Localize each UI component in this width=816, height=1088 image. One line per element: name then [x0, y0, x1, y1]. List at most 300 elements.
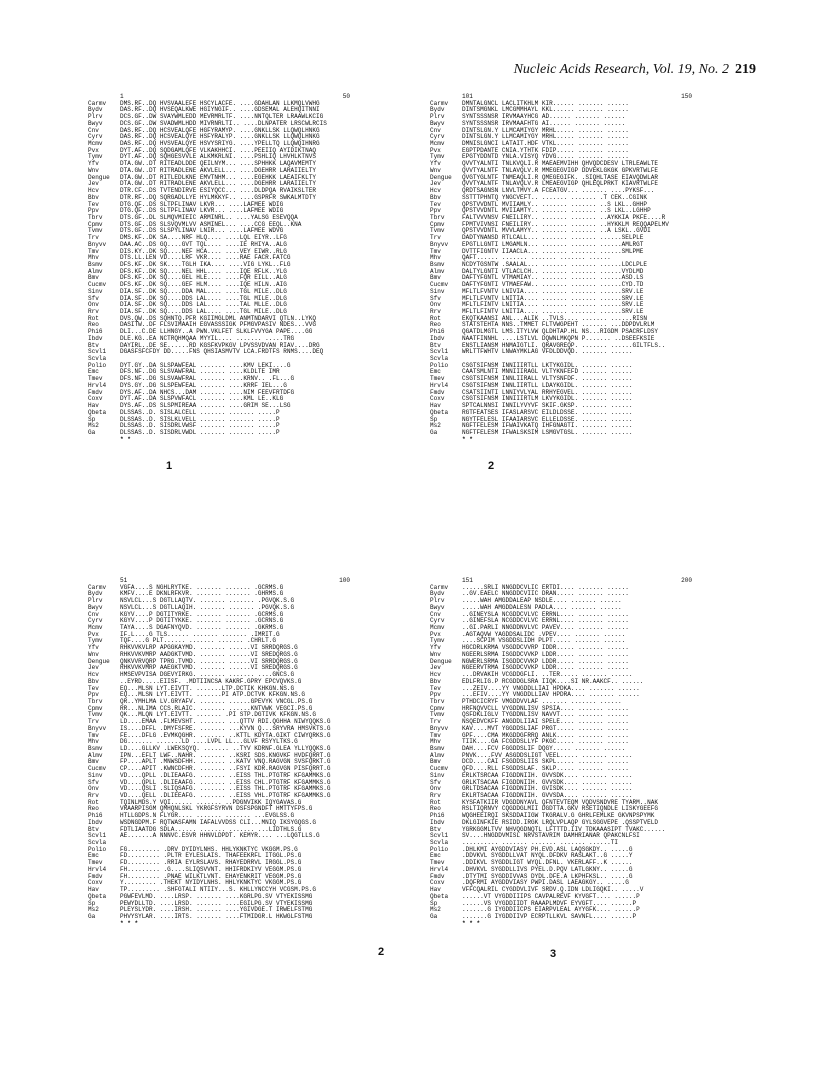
sequence: DIA.SF..DK SQ....DDS LAL.... ....TGL MILE..DLG — [120, 294, 287, 302]
sequence: NGWERLSRMA ISGDDCVVKP LDDR..... ....... ...... — [462, 657, 629, 665]
virus-name: Btv — [88, 341, 99, 349]
sequence: DAH....FCV FGGDDSLIF DQGY..... ....... ...... — [462, 744, 626, 752]
sequence: VD....QPLL .DLIEAAFG. ....... ..EISS CHL.PTGTRF KFGAMMKS.G — [120, 778, 331, 786]
sequence: .DHLKMI AYGDDVIASY PH.EVD.ASL LAQSGKDY.. .....G — [462, 845, 633, 853]
sequence: .DDIKVL SYGDDLIGT WYQL.DFNL. VKERLAFF..K ...... — [462, 859, 633, 867]
sequence: SYNTSSSNSR IRVMAAYHCG AD...... ....... ...... — [462, 113, 626, 121]
sequence: HGCDRLKRMA VSGDDCVVRP IDDR..... ....... ...... — [462, 644, 629, 652]
sequence: EPGTYDDNTD YNLA.VISYQ YDVG..... ....... ...... — [462, 153, 629, 161]
virus-name: Jev — [88, 664, 99, 672]
virus-name: Wnv — [88, 166, 99, 174]
journal-citation: Nucleic Acids Research, Vol. 19, No. 2 — [513, 62, 729, 77]
sequence: DCD....CAI FSGDDSLIIS SKPL..... ....... ...... — [462, 758, 629, 766]
sequence: ...ZEIV....YY VNGDDLLIAI HPDKA.... ....... ...... — [462, 684, 640, 692]
virus-name: Coxv — [430, 879, 445, 887]
ruler-start: 101 — [462, 93, 473, 100]
sequence: .......G IYGDDIICPS EIARPVLEAL AYYGFK.... ......P — [462, 906, 640, 914]
sequence: VD....QELL .DLIEEAFG. ....... ..EISS VHL.PTGTRF KFGAMMKS.G — [120, 792, 331, 799]
virus-name: Dengue — [430, 173, 452, 181]
sequence: QRDTSAGNSN LNVLTMVY.A FCEATGV... ....... ....PYKSF... — [462, 187, 655, 195]
sequence: SSTTTPHNTQ YNGCVEFT.. ....... ....... .T CEK..CGINK — [462, 193, 648, 201]
virus-name: Tvmv — [88, 711, 103, 719]
sequence: GRLKTSACAA FIGDDNIIH. GVVSDK.... ....... ...... — [462, 778, 633, 786]
virus-name: Plrv — [430, 113, 445, 121]
sequence: FD......... .RRIA EYLRSLAVS. RHAYEDRRVL IRGGL.PS.G — [120, 859, 302, 867]
virus-name: Reo — [88, 805, 99, 813]
virus-name: Sinv — [430, 771, 445, 779]
ruler-end: 200 — [681, 577, 692, 584]
virus-name: Rot — [88, 798, 99, 806]
virus-name: Dengue — [430, 657, 452, 665]
sequence: DAS.RF..DQ HVSVEALQYE HSVYSRIYG. ....YPELLTQ LLQWQIHNRG — [120, 140, 320, 148]
virus-name: Yfv — [88, 644, 99, 652]
ruler-start: 151 — [462, 577, 473, 584]
sequence: DIA.SF..DK SQ....DDS LAL.... ....TAL MLLE..DLG — [120, 301, 287, 309]
sequence: ENSTLIANSM HNMAIGTLI. QRAVGREQP. ....... ......GILTFLS.. — [462, 341, 666, 349]
sequence: NCDYTGSNTW .SAALAL... ....... ....... ......LDCLPLE — [462, 260, 648, 268]
virus-name: Bbv — [430, 193, 441, 201]
sequence: RGTFEATSES IFASLARSVC EILDLDSSE. ....... ...... — [462, 408, 633, 416]
virus-name: Wnv — [88, 650, 99, 658]
sequence: DTR.CF..DS TVTENDIRVE ESIYQCC... ....DLDPQA RVAIKSLTER — [120, 187, 316, 195]
sequence: NGYTFELESL IFAAIARSVC ELLELDSSE. ....... ...... — [462, 415, 633, 423]
sequence: DALTYLGNTI VTLACLCH.. ....... ....... ......VYDLMD — [462, 267, 644, 275]
virus-name: Hav — [430, 886, 441, 894]
virus-name: Bbv — [430, 677, 441, 685]
sequence: NSVLCL...S DGTLLAQTV. ....... ....... .PGVQK.S.G — [120, 597, 295, 605]
virus-name: Reo — [430, 805, 441, 813]
ruler-end: 100 — [339, 577, 350, 584]
virus-name: Mhv — [88, 254, 99, 262]
sequence: YGRKGGMLTVV NHVQGDNQTL LFTTTD.IIV TDKAAASIPT TVAKC...... — [462, 825, 666, 833]
sequence: DLSSAS..D. SISDRLVWSF ....... ....... .....P — [120, 422, 280, 430]
virus-name: Cyrv — [88, 133, 103, 141]
virus-name: Tmev — [430, 859, 445, 867]
virus-name: Rot — [430, 798, 441, 806]
sequence: DCS.GF..DW SVAYWMLEDD MEVRMRLTF. ....NNTQLTER LRAAWLKCIG — [120, 113, 324, 121]
sequence: DVS.QW..DS SQHNTQ.PFR KGIIMGLDML ANMTNDARVI QTLN..LYKQ — [120, 314, 316, 322]
virus-name: Bwyv — [88, 603, 103, 611]
sequence: LD....EMAA .FLMEVSHT. ....... ...QTTV RDI.QGHHA NIWYQQKS.G — [120, 718, 331, 726]
virus-name: Rrv — [88, 792, 99, 799]
sequence: ....SCPIM VSGDDSLIDH PLPT..... ....... ...... — [462, 637, 626, 645]
sequence: TP......... .SHFGTALI NTIIY...S. KHLLYNCCYH VCGSM.PS.G — [120, 886, 316, 894]
virus-name: Emc — [430, 852, 441, 860]
sequence: MFLTLFVNTV LNIVIA.... ....... ....... ......SRV.LE — [462, 287, 644, 295]
virus-name: Jev — [430, 180, 441, 188]
virus-name: Tev — [430, 200, 441, 208]
sequence: NSVLCL...S DGTLLAQIH. ....... ....... .PGVQK.S.G — [120, 603, 295, 611]
sequence: DFS.KF..DK SQ....GEF HLM.... ....IQE HILN..AIG — [120, 281, 287, 289]
sequence: DTA.GW..DT RITRADLENE AKVLELL... ....DGEHRR LARAIIELTY — [120, 180, 316, 188]
virus-name: Ibdv — [430, 334, 445, 342]
virus-name: Bydv — [88, 590, 103, 598]
sequence: DTS.GF..DL SLMQVMIEIC ARMINRL.. ....YALSG ESEVQQA — [120, 213, 298, 221]
virus-name: Cpmv — [88, 220, 103, 228]
virus-name: Bnyvv — [430, 724, 449, 732]
sequence: ...EFIV....YY VNGDDLLIAV HPDRA.... ....... ...... — [462, 691, 640, 699]
ruler-start: 1 — [120, 93, 124, 100]
sequence: WRLTTFWHTV LNWAYMKLAG VFDLDDVQD. ....... ...... — [462, 348, 633, 356]
virus-name: Btv — [430, 825, 441, 833]
sequence: ERLKTSRCAA FIGDDNIIH. GVVSDK.... ....... ...... — [462, 771, 633, 779]
virus-name: Cucmv — [430, 281, 449, 289]
virus-name: Fmdv — [88, 388, 103, 396]
sequence: DTS.LL.LEN VD....LRF VKR.... ....RAE FACR.FATCG — [120, 254, 291, 262]
sequence: QVGTYGLNTF TNMEAQLI.R QMEGEGIFK. .SIQHLTASE EIAVQDWLAR — [462, 173, 658, 181]
virus-name: Hrvl4 — [88, 381, 107, 389]
virus-name: Ga — [88, 912, 96, 920]
virus-name: Dengue — [88, 657, 110, 665]
sequence: .DTYTMI SYGDDIVVAS DYDL.DFE.A LKPHFKSL.. .....G — [462, 872, 633, 880]
virus-name: Cnv — [430, 610, 441, 618]
sequence: DTG.QF..DS SLTPFLINAV LKVR... ....LAFMEE WDIG — [120, 200, 284, 208]
virus-name: Ms2 — [88, 422, 99, 430]
sequence: ...DRVAKIH VCGDDGFLI. ..TER..... ....... ...... — [462, 671, 633, 679]
virus-name: Fmdv — [430, 388, 445, 396]
virus-name: Ga — [430, 428, 438, 436]
page-number: 219 — [735, 62, 756, 77]
sequence: DMNTALGNCL LACLITKHLM KIR...... ....... ...... — [462, 99, 629, 107]
virus-name: Reo — [430, 321, 441, 329]
virus-name: Qbeta — [88, 892, 107, 900]
sequence: DAYIRL..DE SE......RD KGSFKVPKGV LPVSSVDVAN RIAV....DRG — [120, 341, 320, 349]
sequence: DYT.AF..DQ SQDGAMLQFE VLKAKHHCI. ....PEEIIQ AYIDIKTNAQ — [120, 146, 316, 154]
virus-name: Ibdv — [88, 334, 103, 342]
virus-name: Btv — [430, 341, 441, 349]
sequence: EKQTKAANSI ANL...ALIK ..TVLS.... ....... ......RISN — [462, 314, 648, 322]
virus-name: Phi6 — [88, 812, 103, 820]
alignment-row — [88, 349, 350, 356]
sequence: SYNTSSSNSR IRVMAAFHTG AI...... ....... ...... — [462, 119, 626, 127]
sequence: VD....QSLI .SLIQSAFG. ....... ..EISS THL.PTGTRF KFGAMMKS.G — [120, 785, 331, 793]
virus-name: Phi6 — [430, 328, 445, 336]
virus-name: Tymv — [430, 637, 445, 645]
sequence: QGATDLMGTL LMS.ITYLVW QLDHTAP.HL NS...RIGDM PSACRFLDSY — [462, 328, 658, 336]
sequence: IS....DFFL .DMYFSFRE. ....... ...KYVN Q...SRYVRA HMSVKTS.G — [120, 724, 331, 732]
virus-name: Cyrv — [430, 133, 445, 141]
virus-name: Tbrv — [430, 697, 445, 705]
sequence: ......SRLI NNGDDCVLIC ERTDI.... ....... ...... — [462, 583, 629, 591]
sequence: HMSEVPVISA DGEVYIRKG. ....... ....... ....GNCS.G — [120, 671, 295, 679]
virus-name: Tev — [88, 200, 99, 208]
virus-name: Carmv — [88, 99, 107, 107]
sequence: TQINLMDS.Y VQI...... ....... ..PDGNVIKK IQYGAVAS.G — [120, 798, 302, 806]
virus-name: Tmv — [430, 731, 441, 739]
virus-name: Bwyv — [88, 119, 103, 127]
sequence: KAV....MVT YGGDDSLIAF PRGT..... ....... ...... — [462, 724, 629, 732]
sequence: CAATSMLNTI MNNIIIRAGL VLTYKNFEFD ....... ...... — [462, 368, 633, 376]
motif-label-2: 2 — [488, 460, 495, 472]
virus-name: Carmv — [430, 583, 449, 591]
sequence: ..EYRD.....EIISF. .MDTIINCSA KAKRF.GPRY EPCVQVKS.G — [120, 677, 302, 685]
sequence: TIIK....GA FCGDDSLLYF PKGC..... ....... ...... — [462, 738, 629, 746]
virus-name: Yfv — [430, 644, 441, 652]
virus-name: Yfv — [430, 160, 441, 168]
virus-name: Tbrv — [88, 213, 103, 221]
sequence: DTA.GW..DT RITEADLDDE QEILNYM... ....SPHHKK LAQAVMEMTY — [120, 160, 316, 168]
sequence: FD......... .PLTR EYLESLAIS. THAFEEKRFL ITGGL.PS.G — [120, 852, 302, 860]
sequence: DTS.GF..DS SLSPYLINAV LNIR... ....LAFMEE WDVG — [120, 227, 284, 235]
sequence: DLSSAS..D. SISLKLVELL ....... ....... .....P — [120, 415, 280, 423]
sequence: DIS.KY..DK SQ....NEF HCA.... ....VEY EIWR..RLG — [120, 247, 287, 255]
virus-name: Almv — [88, 267, 103, 275]
virus-name: Emc — [430, 368, 441, 376]
sequence: SPTCALNNSI INNILYVYVF SKIF.GKSP. ....... ...... — [462, 402, 633, 410]
virus-name: Rrv — [88, 308, 99, 315]
virus-name: Plrv — [88, 113, 103, 121]
sequence: MFLTLFINTV LNITIA.... ....... ....... ......SRV.LE — [462, 308, 644, 315]
virus-name: Scvla — [430, 839, 449, 847]
sequence: GRLTDSACAA FIGDDNIIH. GVISDK.... ....... ...... — [462, 785, 633, 793]
virus-name: Sfv — [88, 294, 99, 302]
virus-name: Plrv — [88, 597, 103, 605]
virus-name: Ppv — [430, 691, 441, 699]
virus-name: Sinv — [88, 287, 103, 295]
virus-name: Sp — [88, 899, 96, 907]
virus-name: Mcmv — [430, 140, 445, 148]
sequence: QVVTYALNTI TNLKVQLI.R MAEAEMVIHH QHVQDCDESV LTRLEAWLTE — [462, 160, 658, 168]
sequence: TQF....G PLT...... ....... ....... .CHRLT.G — [120, 637, 277, 645]
sequence: KMFV....E DKNLRFKVR. ....... ....... .GHRMS.G — [120, 590, 284, 598]
sequence: IPN...EFLT LWF..NAHR. ....... ..KSRI SDS.KNGVKF HVDFQRRT.G — [120, 751, 331, 759]
virus-name: Tev — [430, 684, 441, 692]
virus-name: Scvl1 — [430, 348, 449, 356]
sequence: PNVK....FVV ASGDDSLIGT VEEL..... ....... ...... — [462, 751, 633, 759]
sequence: STATSTEHTA NNS..TMMET FLTVWGPEHT ....... ...DDPDVLRLM — [462, 321, 655, 329]
virus-name: Bwyv — [430, 603, 445, 611]
virus-name: Cnv — [88, 610, 99, 618]
sequence: DFS.KF..DK SQ....GEL HLE.... ....FQR EILL..ALG — [120, 274, 287, 282]
virus-name: Wnv — [430, 166, 441, 174]
virus-name: Pvx — [430, 630, 441, 638]
virus-name: Hrvl4 — [430, 381, 449, 389]
virus-name: Bnyvv — [88, 724, 107, 732]
virus-name: Ms2 — [430, 422, 441, 430]
virus-name: Bydv — [430, 590, 445, 598]
sequence: DIA.SF..DK SQ....DDS LAL.... ....TGL MILE..DLG — [120, 308, 287, 315]
virus-name: Bmv — [88, 274, 99, 282]
sequence: QFD....RLL FSGDDSLAF. SKLP..... ....... ...... — [462, 765, 629, 773]
virus-name: Tmv — [430, 247, 441, 255]
virus-name: Sinv — [88, 771, 103, 779]
virus-name: Tbrv — [430, 213, 445, 221]
virus-name: Bmv — [88, 758, 99, 766]
virus-name: Ibdv — [430, 818, 445, 826]
virus-name: Jev — [430, 664, 441, 672]
sequence: DFS.NF..DG SLSVAWFRAL ....... ....KRNV.. .FL...G — [120, 375, 295, 383]
virus-name: Tmev — [430, 375, 445, 383]
sequence: SV....HNGDDVMISL NRVSTAVRIM DAMHRIANAR QPAKCNLFSI — [462, 832, 640, 840]
virus-name: Mcmv — [88, 624, 103, 632]
sequence: PTHDCICRYF VMGDDVVLAF ....... ....... ...... — [462, 697, 622, 705]
ruler-start: 51 — [120, 577, 128, 584]
sequence: QPSTVVDNTL MVIIAMLY.. ....... ....... ..S LKL..GHHP — [462, 200, 648, 208]
virus-name: Mcmv — [88, 140, 103, 148]
virus-name: Tmev — [88, 375, 103, 383]
sequence: NGFTFELESM IFWAIVKATQ IHFGNAGTI. ....... ...... — [462, 422, 633, 430]
sequence: DAS.RF..DQ HVSEQALKWE HGIYNGIF.. ....GDSEMAL ALEHQITNNI — [120, 106, 320, 114]
virus-name: Bmv — [430, 758, 441, 766]
sequence: FPMTVIVNSI FNEILIRY.. ....... ....... ..HYKKLM REQQAPELMV — [462, 220, 669, 228]
alignment-panel-2 — [430, 94, 692, 443]
virus-name: Scvl1 — [88, 348, 107, 356]
virus-name: Ga — [430, 912, 438, 920]
sequence: KYSFATKIIR VDGDDNYAVL QFNTEVTEQM VQDVSNDVRE TYARM..NAK — [462, 798, 658, 806]
virus-name: Bydv — [88, 106, 103, 114]
virus-name: Bsmv — [430, 744, 445, 752]
sequence: .......G IYGDDIIVP ECRPTLLKVL SAVNFL.... ......P — [462, 912, 637, 920]
sequence: EKLRTSACAA FIGDDNIIH. GVVSDA.... ....... ...... — [462, 792, 633, 799]
sequence: QPSTVVDNTL MVVLAMYY.. ....... ....... ..A LSKL..GVDI — [462, 227, 651, 235]
sequence: DVTTFIGNTV IIAACLA... ....... ....... ......SMLPME — [462, 247, 644, 255]
virus-name: Emc — [88, 368, 99, 376]
virus-name: Mhv — [430, 738, 441, 746]
sequence: FALTVVVNSV FNEILIRY.. ....... ....... ..AYKKIA PKFE....R — [462, 213, 666, 221]
sequence: .......... ....... ....... ....... ......TI — [462, 839, 619, 847]
sequence: RR...NLIMA CCS.RLAIC. ....... ......KNTVWK VEGCI.PS.G — [120, 704, 313, 712]
virus-name: Bmv — [430, 274, 441, 282]
virus-name: Polio — [88, 361, 107, 369]
virus-name: Emc — [88, 852, 99, 860]
sequence: DFS.NF..DG SLSVAWFRAL ....... ....KLDLTE IMR — [120, 368, 280, 376]
sequence: CSGTSIFNSM INNIIIRTLM LKVYKGIDL. ....... ...... — [462, 395, 633, 403]
virus-name: Tmev — [88, 859, 103, 867]
sequence: KGYV....P DGTITYRKE. ....... ....... .GCRMS.G — [120, 610, 284, 618]
conserved-marks: * * * — [462, 919, 481, 927]
virus-name: Hav — [88, 402, 99, 410]
virus-name: Almv — [88, 751, 103, 759]
virus-name: Sfv — [88, 778, 99, 786]
sequence: .....WAH AMGDDALESN PADLA.... ....... ...... — [462, 603, 622, 611]
virus-name: Hav — [430, 402, 441, 410]
sequence: .AGTAQVW YAGDDSALIDC .VPEV.... ....... ...... — [462, 630, 626, 638]
motif-label-1: 1 — [166, 460, 173, 472]
virus-name: Hcv — [430, 671, 441, 679]
sequence: GPF....CMA MKGDDGFRRQ ANLK..... ....... ...... — [462, 731, 629, 739]
virus-name: Hav — [88, 886, 99, 894]
virus-name: Jev — [88, 180, 99, 188]
virus-name: Bwyv — [430, 119, 445, 127]
sequence: DYS.GY..DG SLSPEWFEAL ....... ....KRRF IEL...G — [120, 381, 287, 389]
virus-name: Trv — [88, 718, 99, 726]
sequence: EQ...MLSN LYT.EIVTT. .......PI ATP.DCTVK KFKGN.NS.G — [120, 691, 306, 699]
sequence: QR..YMHLMA LV.GRYAFV. ....... ......GPEVYK VNCGL.PS.G — [120, 697, 313, 705]
sequence: Y......... .THEKT NYIDYLNHS. HHLYKNKTYC VKGGM.PS.G — [120, 879, 302, 887]
virus-name: Bnyvv — [430, 240, 449, 248]
virus-name: Mhv — [430, 254, 441, 262]
sequence: CP....APIT .KWNCDFHR. ....... ..FSYI KDR.RAGVGN PISFQRRT.G — [120, 765, 331, 773]
virus-name: Cpmv — [430, 220, 445, 228]
virus-name: Tmv — [88, 731, 99, 739]
sequence: EDLFRLIG.P RCGDDGLSRA IIQK....SI NR.AAKCF.. ...... — [462, 677, 644, 685]
virus-name: Sp — [88, 415, 96, 423]
virus-name: Cyrv — [430, 617, 445, 625]
sequence: MFLTLFINTV LNITIA.... ....... ....... ......SRV.LE — [462, 301, 644, 309]
sequence: DGASFSFCFDY DD.....FNS QHSIASMVTV LCA.FRDTFS RNMS....DEQ — [120, 348, 324, 356]
sequence: DIA.SF..DK SQ....DDA MAL.... ....TGL MILE..DLG — [120, 287, 287, 295]
sequence: DAFTYFGNTI VTMAEFAW.. ....... ....... ......CYD.TD — [462, 281, 644, 289]
virus-name: Carmv — [88, 583, 107, 591]
virus-name: Ms2 — [88, 906, 99, 914]
sequence: IF.L....G TLS...... ....... ....... .IMRIT.G — [120, 630, 280, 638]
sequence: VGFA....S NGHLRYTKE. ....... ....... .GCRMS.G — [120, 583, 284, 591]
sequence: RHKVVKVLRP APGGKAYMD. ....... ......VI SRRDQRGS.G — [120, 644, 298, 652]
sequence: FDTLIAATDG SDLA...... ....... ....... ...LIDTHLS.G — [120, 825, 302, 833]
virus-name: Plrv — [430, 597, 445, 605]
sequence: DADTYNANSD RTLCALL... ....... ....... ......SELPLE — [462, 234, 644, 242]
sequence: FP....APLT .MNWSDFHH. ....... ..KATV VNQ.RAGVGN SVSFQRKT.G — [120, 758, 331, 766]
virus-name: Wnv — [430, 650, 441, 658]
sequence: .....WAH AMGDDALEAP NSDLE.... ....... ...... — [462, 597, 622, 605]
virus-name: Onv — [88, 301, 99, 309]
sequence: DAA.AC..DS GQ....GVT TQL.... ....IE RHIYA..ALG — [120, 240, 287, 248]
sequence: ..GI.PARLI NNGDDNVLVC PAVEV.... ....... ...... — [462, 624, 629, 632]
sequence: KGYV....P DGTITYKKE. ....... ....... .GCRNS.G — [120, 617, 284, 625]
sequence: DMS.RF..DQ HVSVAALEFE HSCYLACFE. ....GDAHLAN LLKMQLVWHG — [120, 99, 320, 107]
sequence: DLSSAS..D. SISLALCELL ....... ....... .....P — [120, 408, 280, 416]
alignment-row — [88, 833, 350, 840]
sequence: RHKVVKVMRP AAEGKTVMD. ....... ......VI SREDQRGS.G — [120, 664, 298, 672]
virus-name: Bsmv — [88, 744, 103, 752]
motif-label-3: 2 — [378, 946, 385, 958]
sequence: PLEYSLYDR. ....IRSH. ....... ....YGIVDGE.T IRWELFSTMG — [120, 906, 313, 914]
sequence: QSFDKLIGLV TYGDDNLISV NAVVT.... ....... ...... — [462, 711, 629, 719]
sequence: QVVTYALNTF TNLAVQLV.R LMEAEGVIGP QHLEQLPRKT KIAVRTWLFE — [462, 180, 658, 188]
sequence: QNKVVRVQRP TPRG.TVMD. ....... ......VI SRRDQRGS.G — [120, 657, 298, 665]
sequence: .DQFRMI AYGDDVIASY PWPI.DASL LAEAGKGY.. .....G — [462, 879, 629, 887]
virus-name: Pvx — [88, 630, 99, 638]
sequence: DTG.QF..DS SLTPFLINAV LKVR... ....LAFMEE WDIG — [120, 207, 284, 215]
sequence: DTS.GF..DS SLSVQVMLVV ASMINEL... ....CCG EEQL..KNA — [120, 220, 302, 228]
virus-name: Coxv — [88, 879, 103, 887]
virus-name: Bnyvv — [88, 240, 107, 248]
sequence: CSGTSIFNSM INNLIIRALL VLTYSNFDF. ....... ...... — [462, 375, 633, 383]
sequence: QPSTVVDNTL MVIIAMTY.. ....... ....... ..S LKL..LGHHP — [462, 207, 651, 215]
virus-name: Scvl1 — [430, 832, 449, 840]
virus-name: Tev — [88, 684, 99, 692]
sequence: ..GV.EAELC NNGDDCVIIC DRAN..... ....... ...... — [462, 590, 629, 598]
virus-name: Rrv — [430, 792, 441, 799]
sequence: DYT.AF..DQ SQHGESVVLE ALKMKRLNI. ....PSHLIQ LHVHLKTNVS — [120, 153, 316, 161]
sequence: EQ...MLSN LYT.EIVTT. .......LTP.DCTIK KHKGN.NS.G — [120, 684, 295, 692]
sequence: FE....DFLG .EVMKQGHR. ....... ..KTTL KDYTA.GIKT CIWYQRKS.G — [120, 731, 331, 739]
sequence: ......VS VYGDDIIDT RAAAPLMDVF EYVGFT.... ......P — [462, 899, 637, 907]
sequence: ..GINEFSLA NCGDDCVLVC ERRNL.... ....... ...... — [462, 617, 629, 625]
virus-name: Polio — [430, 845, 449, 853]
virus-name: Rot — [88, 314, 99, 322]
sequence: DLI...C.DE LLHNGY..A PWN.VKLFET SLKLFVVYGA PAPE....GG — [120, 328, 313, 336]
virus-name: Scvla — [430, 355, 449, 363]
sequence: QVVTYALNTF TNLAVQLV.R MMEGEGVIGP DDVEKLGKGK GPKVRTWLFE — [462, 166, 658, 174]
sequence: CSATSIINTI LNNIYVLYAL RRHYEGVEL. ....... ...... — [462, 388, 633, 396]
sequence: DCS.GF..DW SVADWMLHDD MIVRNRLTI.. ....DLNPATER LRSCWLRCIS — [120, 119, 327, 127]
virus-name: Hcv — [88, 671, 99, 679]
virus-name: Sfv — [430, 294, 441, 302]
virus-name: Phi6 — [88, 328, 103, 336]
sequence: NAATFINNHL ....LSTLVL DQWNLMKQPN P....... ..DSEEFKSIE — [462, 334, 655, 342]
sequence: DKLGINFKIE RSIDD.IRGK LRQLVPLAQP GYLSGGVEPE .QSSPTVELD — [462, 818, 658, 826]
sequence: DYT.GY..DA SLSPAWFEAL ....... ....KMV LEKI....G — [120, 361, 291, 369]
sequence: DAFTYFGNTL VTMAMIAY.. ....... ....... ......ASD.LS — [462, 274, 644, 282]
virus-name: Cyrv — [88, 617, 103, 625]
sequence: DFS.KF..DK SQ....NEL HHL.... ....IQE RFLK..YLG — [120, 267, 287, 275]
virus-name: Ga — [88, 428, 96, 436]
virus-name: Bbv — [88, 677, 99, 685]
sequence: QAFT...... ....... ....... ....... ...... — [462, 254, 611, 262]
sequence: DTA.GW..DT RITLEDLKNE EMVTNHM... ....EGEHKK LAEAIFKLTY — [120, 173, 316, 181]
virus-name: Cnv — [88, 126, 99, 134]
